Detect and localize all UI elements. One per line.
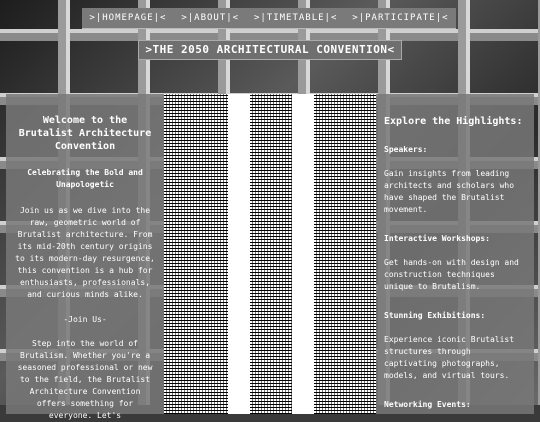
networking-title: Networking Events: bbox=[384, 400, 471, 409]
workshops-text: Get hands-on with design and construction techniques unique to Brutalism. bbox=[384, 258, 519, 291]
stripe-band bbox=[250, 94, 292, 414]
page-title: >THE 2050 ARCHITECTURAL CONVENTION< bbox=[138, 40, 402, 60]
nav-homepage-label: |HOMEPAGE| bbox=[95, 13, 161, 23]
nav-about-label: |ABOUT| bbox=[187, 13, 233, 23]
welcome-subheading: Celebrating the Bold and Unapologetic bbox=[27, 168, 143, 189]
welcome-panel bbox=[6, 94, 164, 420]
nav-timetable-label: |TIMETABLE| bbox=[260, 13, 331, 23]
nav-participate[interactable]: >|PARTICIPATE|< bbox=[352, 13, 449, 23]
workshops-title: Interactive Workshops: bbox=[384, 234, 490, 243]
highlights-panel bbox=[376, 94, 534, 414]
top-nav bbox=[82, 8, 456, 29]
highlights-heading: Explore the Highlights: bbox=[384, 116, 523, 127]
nav-homepage[interactable]: >|HOMEPAGE|< bbox=[89, 13, 167, 23]
welcome-heading: Welcome to the Brutalist Architecture Convention bbox=[18, 115, 152, 152]
striped-graphic bbox=[164, 94, 376, 414]
join-us-label: -Join Us- bbox=[63, 315, 107, 324]
join-us-text: Step into the world of Brutalism. Whether you're a seasoned professional or new to the field, the Brutalist Architecture Convention offers something for everyone. Let's bbox=[17, 339, 153, 420]
exhibitions-text: Experience iconic Brutalist structures through captivating photographs, models, and virtual tours. bbox=[384, 335, 515, 380]
speakers-text: Gain insights from leading architects and scholars who have shaped the Brutalist movement. bbox=[384, 169, 515, 214]
exhibitions-title: Stunning Exhibitions: bbox=[384, 311, 486, 320]
speakers-title: Speakers: bbox=[384, 145, 428, 154]
stripe-band bbox=[314, 94, 376, 414]
welcome-intro: Join us as we dive into the raw, geometric world of Brutalist architecture. From its mid-20th century origins to its modern-day resurgence, this convention is a hub for enthusiasts, professionals, and curious minds alike. bbox=[15, 206, 155, 299]
nav-timetable[interactable]: >|TIMETABLE|< bbox=[253, 13, 338, 23]
stripe-band bbox=[164, 94, 228, 414]
nav-about[interactable]: >|ABOUT|< bbox=[181, 13, 240, 23]
nav-participate-label: |PARTICIPATE| bbox=[358, 13, 443, 23]
